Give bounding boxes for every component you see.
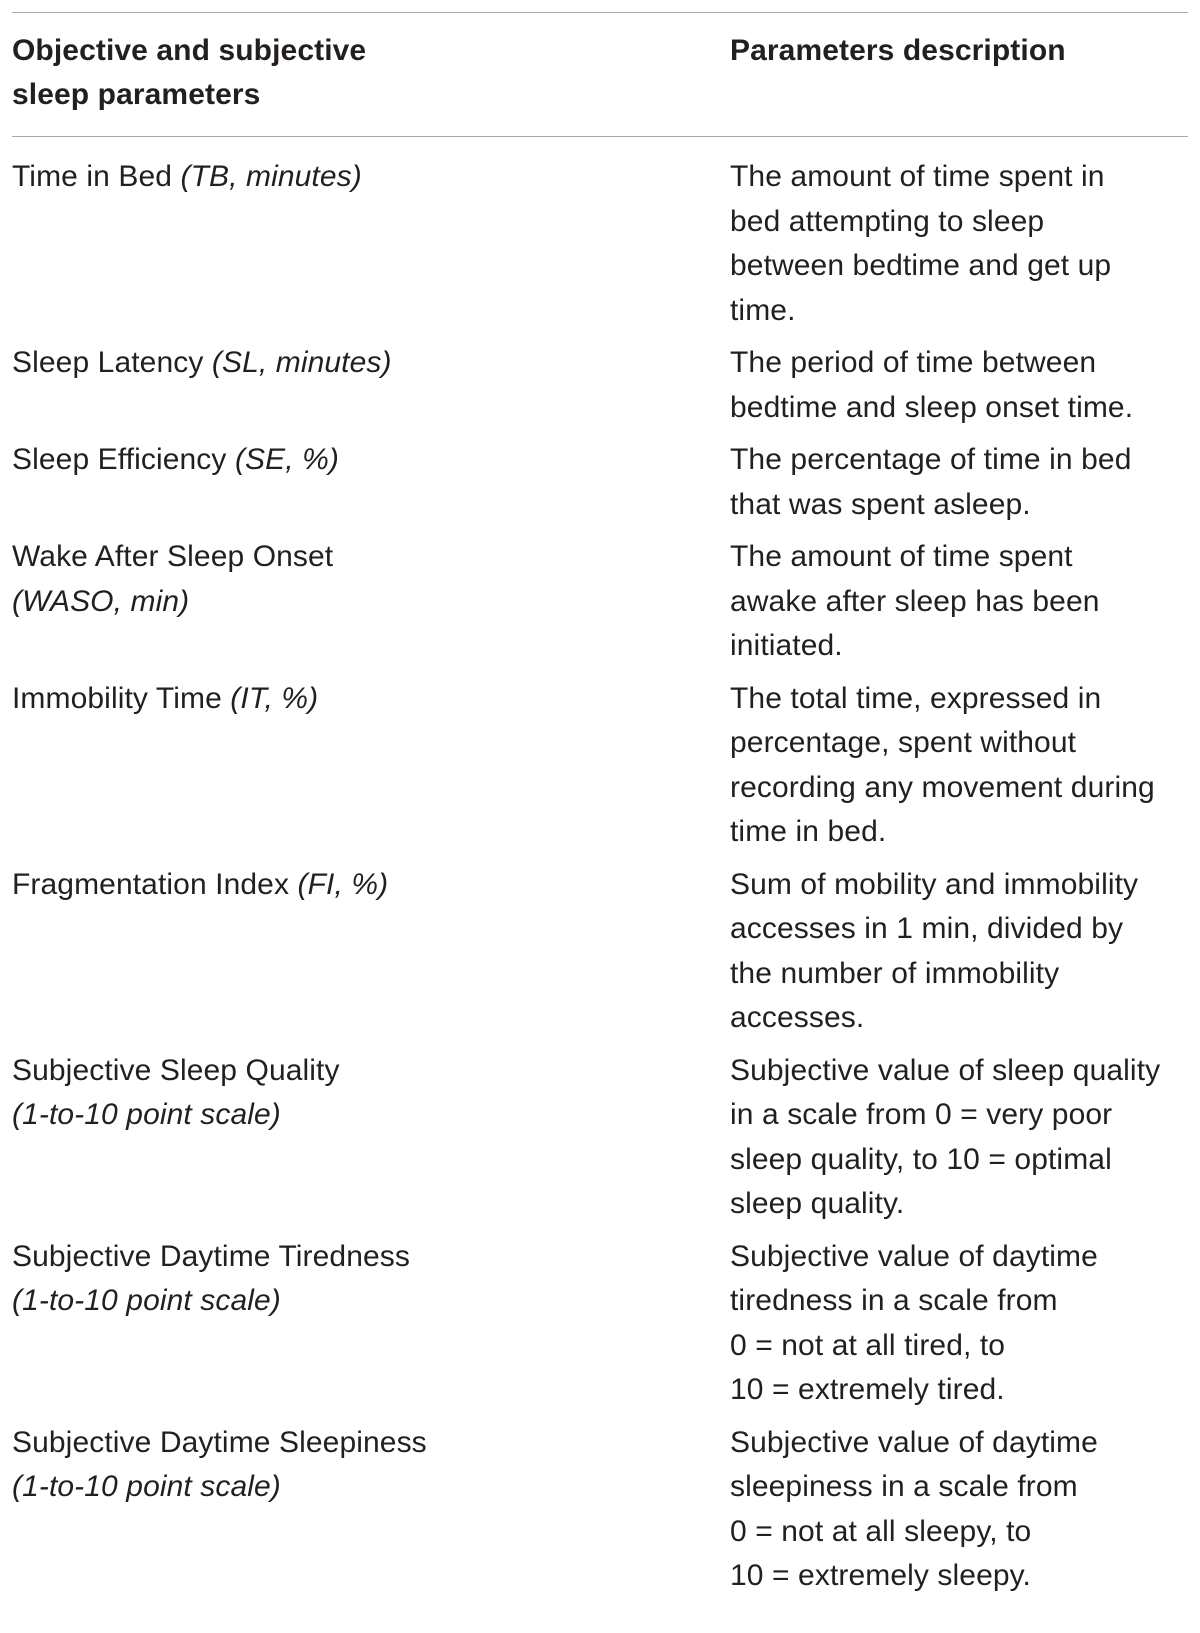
parameter-cell [12, 863, 730, 1041]
parameter-unit: (TB, minutes) [180, 160, 362, 193]
parameter-cell [12, 1421, 730, 1599]
description-line: sleep quality. [730, 1187, 905, 1220]
table-row [12, 438, 1188, 527]
parameter-unit: (IT, %) [230, 681, 319, 715]
description-line: Subjective value of daytime [730, 1425, 1098, 1459]
header-parameters-column [12, 29, 652, 117]
description-line: bedtime and sleep onset time. [730, 390, 1134, 424]
description-line: The percentage of time in bed [730, 443, 1132, 476]
parameter-unit: (SE, %) [234, 443, 339, 476]
description-cell [730, 341, 1188, 430]
description-cell [730, 1049, 1188, 1227]
description-line: in a scale from 0 = very poor [730, 1098, 1113, 1131]
description-line: time. [730, 293, 796, 327]
parameter-cell [12, 1049, 730, 1227]
description-line: bed attempting to sleep [730, 204, 1045, 238]
parameter-cell [12, 341, 730, 430]
description-line: 0 = not at all tired, to [730, 1328, 1006, 1362]
table-row [12, 155, 1188, 333]
description-line: 10 = extremely sleepy. [730, 1559, 1031, 1592]
parameter-name: Immobility Time [12, 681, 222, 715]
description-cell [730, 677, 1188, 855]
parameter-name: Sleep Latency [12, 346, 204, 379]
description-line: sleepiness in a scale from [730, 1470, 1078, 1503]
description-line: 0 = not at all sleepy, to [730, 1514, 1032, 1548]
description-cell [730, 1235, 1188, 1413]
description-line: recording any movement during [730, 770, 1155, 804]
description-line: 10 = extremely tired. [730, 1373, 1005, 1406]
parameter-name: Sleep Efficiency [12, 443, 227, 476]
header-col1-line1: Objective and subjective [12, 34, 367, 67]
table-row [12, 535, 1188, 669]
table-top-rule [12, 12, 1188, 13]
description-cell [730, 535, 1188, 669]
description-line: percentage, spent without [730, 726, 1077, 759]
parameter-name: Subjective Daytime Tiredness [12, 1239, 410, 1273]
table-row [12, 1235, 1188, 1413]
parameter-cell [12, 535, 730, 669]
parameter-name: Fragmentation Index [12, 867, 290, 901]
table-body [12, 155, 1188, 1607]
parameter-name: Time in Bed [12, 160, 173, 193]
description-line: Subjective value of daytime [730, 1239, 1098, 1273]
parameter-unit: (SL, minutes) [211, 346, 392, 379]
parameter-cell [12, 677, 730, 855]
parameter-name: Wake After Sleep Onset [12, 540, 334, 573]
description-line: the number of immobility [730, 956, 1060, 990]
table-header [12, 29, 1188, 129]
description-line: sleep quality, to 10 = optimal [730, 1142, 1112, 1176]
description-line: Sum of mobility and immobility [730, 867, 1139, 901]
description-cell [730, 863, 1188, 1041]
description-line: that was spent asleep. [730, 487, 1031, 521]
parameter-name: Subjective Daytime Sleepiness [12, 1425, 427, 1459]
description-line: time in bed. [730, 815, 887, 848]
parameter-cell [12, 438, 730, 527]
parameter-unit: (FI, %) [297, 867, 389, 901]
parameter-unit: (1-to-10 point scale) [12, 1284, 281, 1317]
parameter-unit: (1-to-10 point scale) [12, 1098, 281, 1131]
description-cell [730, 1421, 1188, 1599]
description-line: accesses. [730, 1001, 865, 1034]
description-line: The period of time between [730, 346, 1097, 379]
parameter-name: Subjective Sleep Quality [12, 1053, 340, 1087]
header-description-column: Parameters description [730, 34, 1066, 67]
description-line: initiated. [730, 629, 843, 662]
table-row [12, 863, 1188, 1041]
description-cell [730, 155, 1188, 333]
parameter-cell [12, 155, 730, 333]
parameter-cell [12, 1235, 730, 1413]
parameter-unit: (1-to-10 point scale) [12, 1470, 281, 1503]
description-line: The total time, expressed in [730, 681, 1102, 715]
parameter-unit: (WASO, min) [12, 584, 190, 618]
description-cell [730, 438, 1188, 527]
description-line: tiredness in a scale from [730, 1284, 1058, 1317]
table-row [12, 341, 1188, 430]
description-line: between bedtime and get up [730, 249, 1112, 282]
header-bottom-rule [12, 136, 1188, 137]
table-row [12, 1049, 1188, 1227]
description-line: accesses in 1 min, divided by [730, 912, 1124, 945]
table-row [12, 677, 1188, 855]
table-row [12, 1421, 1188, 1599]
header-col1-line2: sleep parameters [12, 78, 261, 111]
description-line: The amount of time spent [730, 540, 1073, 573]
description-line: The amount of time spent in [730, 160, 1105, 193]
description-line: Subjective value of sleep quality [730, 1053, 1161, 1087]
description-line: awake after sleep has been [730, 584, 1100, 618]
